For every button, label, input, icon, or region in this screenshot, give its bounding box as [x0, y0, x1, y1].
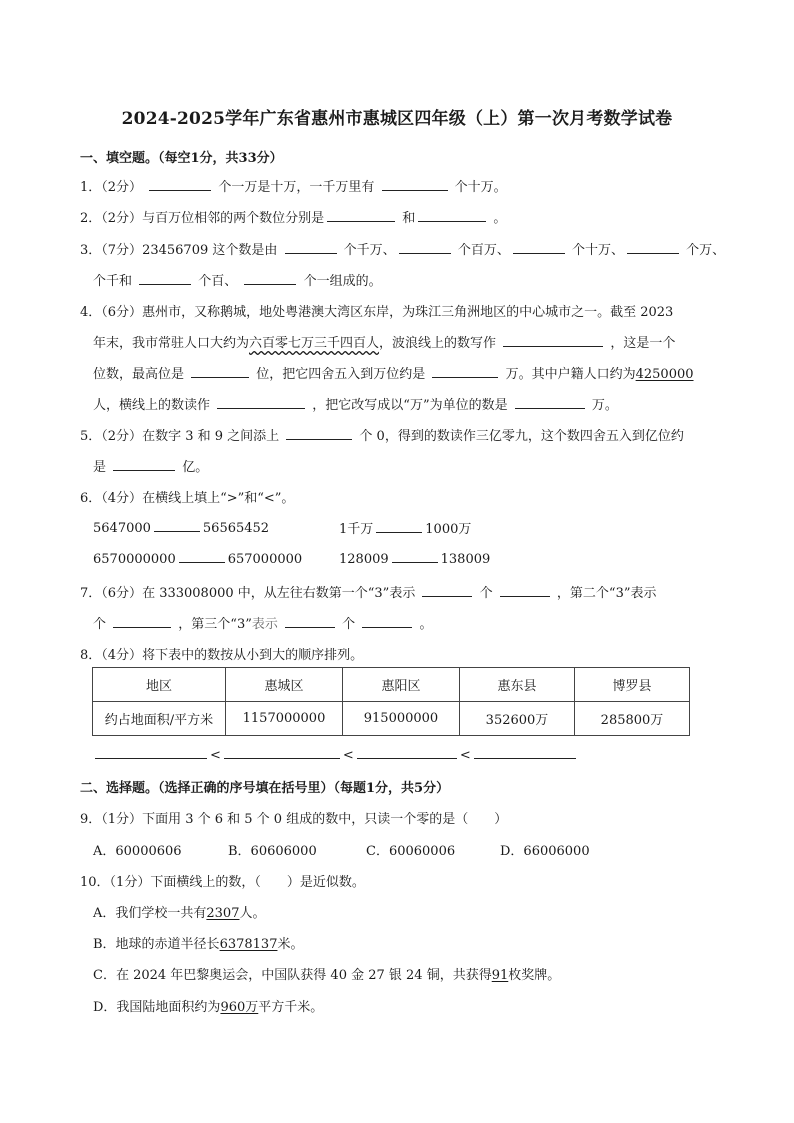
question-3: 3．（7分）23456709 这个数是由 个千万、 个百万、 个十万、 个万、 [80, 239, 725, 258]
question-4-line-3: 位数，最高位是 位，把它四舍五入到万位约是 万。其中户籍人口约为4250000 [93, 363, 694, 382]
answer-blank[interactable] [154, 518, 200, 532]
table-cell: 285800万 [575, 702, 690, 736]
question-number: 1． [80, 180, 102, 195]
compare-item: 1千万 1000万 [339, 518, 471, 537]
table-cell: 915000000 [343, 702, 460, 736]
question-score: （2分） [101, 180, 143, 195]
wavy-underlined-number: 六百零七万三千四百人 [249, 336, 380, 351]
option-b[interactable]: B．地球的赤道半径长6378137米。 [93, 937, 304, 952]
compare-item: 5647000 56565452 [93, 518, 269, 536]
question-5-line-2: 是 亿。 [93, 456, 208, 475]
question-10: 10．（1分）下面横线上的数，（ ）是近似数。 [80, 875, 365, 890]
answer-blank[interactable] [399, 240, 451, 254]
answer-blank[interactable] [418, 208, 486, 222]
table-cell: 1157000000 [226, 702, 343, 736]
answer-blank[interactable] [149, 177, 211, 191]
table-cell: 352600万 [460, 702, 575, 736]
table-header-cell: 地区 [93, 668, 226, 702]
option-c[interactable]: C．60060006 [366, 844, 456, 859]
answer-blank[interactable] [113, 457, 175, 471]
table-cell: 约占地面积/平方米 [93, 702, 226, 736]
question-6: 6．（4分）在横线上填上“>”和“<”。 [80, 491, 295, 506]
option-d[interactable]: D．我国陆地面积约为960万平方千米。 [93, 1000, 324, 1015]
answer-blank[interactable] [95, 745, 207, 759]
answer-blank[interactable] [362, 614, 412, 628]
question-2: 2．（2分）与百万位相邻的两个数位分别是 和 。 [80, 207, 506, 226]
option-b[interactable]: B．60606000 [228, 844, 317, 859]
table-row [93, 702, 690, 736]
compare-item: 128009 138009 [339, 549, 490, 567]
answer-blank[interactable] [515, 395, 585, 409]
answer-blank[interactable] [500, 583, 550, 597]
table-header-cell: 博罗县 [575, 668, 690, 702]
question-9: 9．（1分）下面用 3 个 6 和 5 个 0 组成的数中，只读一个零的是（ ） [80, 812, 508, 827]
option-a[interactable]: A．60000606 [93, 844, 182, 859]
answer-blank[interactable] [327, 208, 395, 222]
question-7: 7．（6分）在 333008000 中，从左往右数第一个“3”表示 个 ，第二个“3”表示 [80, 582, 657, 601]
answer-blank[interactable] [392, 549, 438, 563]
answer-blank[interactable] [286, 426, 352, 440]
answer-blank[interactable] [191, 364, 249, 378]
ordering-blanks: < < < [92, 745, 579, 763]
section-fill-blank-heading: 一、填空题。（每空1分，共33分） [80, 151, 283, 166]
answer-blank[interactable] [179, 549, 225, 563]
question-7-line-2: 个 ，第三个“3”表示 个 。 [93, 613, 432, 632]
question-4-line-2: 年末，我市常驻人口大约为六百零七万三千四百人，波浪线上的数写作 ，这是一个 [93, 332, 675, 351]
table-header-cell: 惠城区 [226, 668, 343, 702]
underlined-number: 4250000 [635, 367, 694, 382]
answer-blank[interactable] [113, 614, 171, 628]
answer-blank[interactable] [422, 583, 472, 597]
answer-blank[interactable] [357, 745, 457, 759]
answer-blank[interactable] [285, 614, 335, 628]
answer-blank[interactable] [217, 395, 305, 409]
question-1: 1．（2分） 个一万是十万，一千万里有 个十万。 [80, 176, 507, 195]
answer-blank[interactable] [224, 745, 340, 759]
answer-blank[interactable] [503, 333, 603, 347]
answer-blank[interactable] [474, 745, 576, 759]
answer-blank[interactable] [285, 240, 337, 254]
section-choice-heading: 二、选择题。（选择正确的序号填在括号里）（每题1分，共5分） [80, 781, 450, 796]
question-8: 8．（4分）将下表中的数按从小到大的顺序排列。 [80, 648, 364, 663]
table-header-cell: 惠东县 [460, 668, 575, 702]
question-4: 4．（6分）惠州市，又称鹅城，地处粤港澳大湾区东岸，为珠江三角洲地区的中心城市之一。截至 2023 [80, 305, 674, 320]
option-a[interactable]: A．我们学校一共有2307人。 [93, 906, 266, 921]
question-3-line-2: 个千和 个百、 个一组成的。 [93, 270, 382, 289]
answer-blank[interactable] [382, 177, 448, 191]
compare-item: 6570000000 657000000 [93, 549, 302, 567]
answer-blank[interactable] [376, 519, 422, 533]
area-table [92, 667, 690, 736]
table-header-cell: 惠阳区 [343, 668, 460, 702]
answer-blank[interactable] [432, 364, 498, 378]
table-row [93, 668, 690, 702]
page-title: 2024-2025学年广东省惠州市惠城区四年级（上）第一次月考数学试卷 [121, 109, 673, 129]
question-5: 5．（2分）在数字 3 和 9 之间添上 个 0，得到的数读作三亿零九，这个数四舍五入到亿位约 [80, 425, 684, 444]
option-d[interactable]: D．66006000 [500, 844, 590, 859]
answer-blank[interactable] [139, 271, 191, 285]
answer-blank[interactable] [244, 271, 296, 285]
question-4-line-4: 人，横线上的数读作 ，把它改写成以“万”为单位的数是 万。 [93, 394, 618, 413]
option-c[interactable]: C．在 2024 年巴黎奥运会，中国队获得 40 金 27 银 24 铜，共获得91枚奖牌。 [93, 968, 561, 983]
answer-blank[interactable] [513, 240, 565, 254]
answer-blank[interactable] [627, 240, 679, 254]
